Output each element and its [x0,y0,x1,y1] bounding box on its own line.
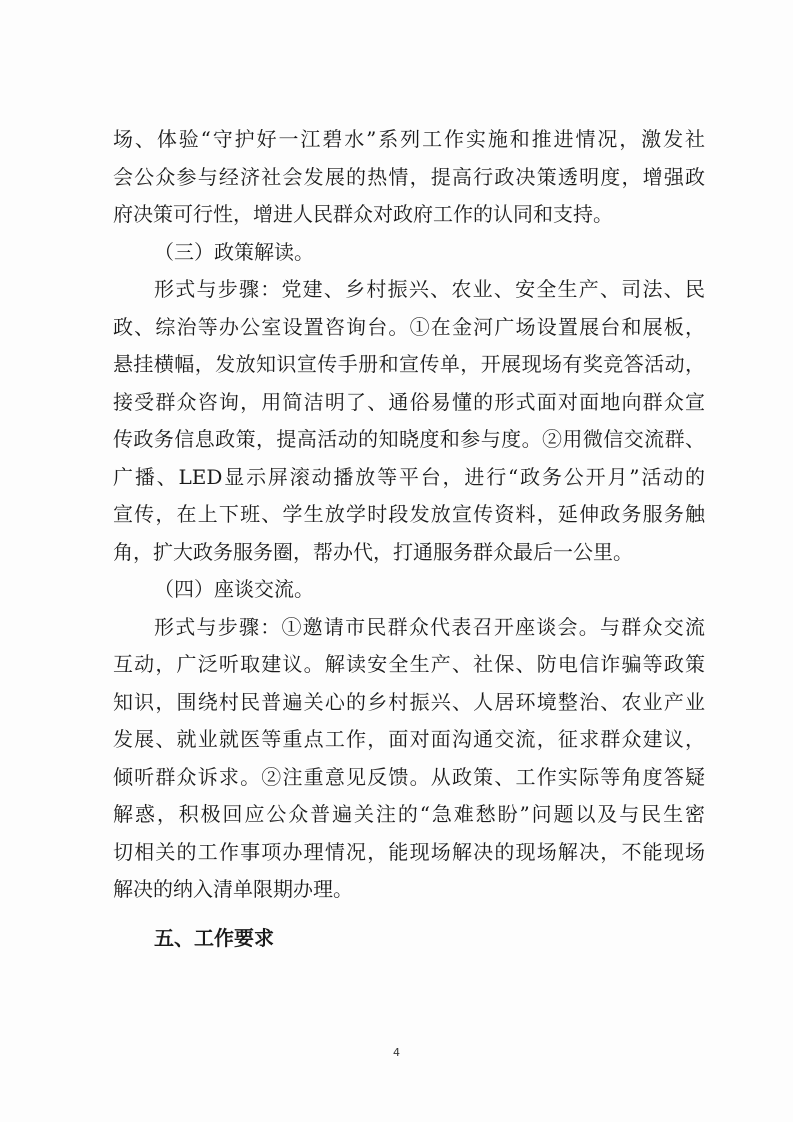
paragraph-line: 广播、LED显示屏滚动播放等平台，进行“政务公开月”活动的 [113,464,705,489]
paragraph-line: 知识，围绕村民普遍关心的乡村振兴、人居环境整治、农业产业 [113,689,705,714]
paragraph-line: 宣传，在上下班、学生放学时段发放宣传资料，延伸政务服务触 [113,502,705,526]
paragraph-line: 解惑，积极回应公众普遍关注的“急难愁盼”问题以及与民生密 [113,802,705,826]
paragraph-line: 传政务信息政策，提高活动的知晓度和参与度。②用微信交流群、 [113,427,705,451]
paragraph-line: 发展、就业就医等重点工作，面对面沟通交流，征求群众建议， [113,727,705,751]
section-heading-3: （三）政策解读。 [154,239,314,264]
paragraph-line: 政、综治等办公室设置咨询台。①在金河广场设置展台和展板， [113,314,705,339]
section-heading-4: （四）座谈交流。 [154,577,314,601]
paragraph-line: 悬挂横幅，发放知识宣传手册和宣传单，开展现场有奖竞答活动， [113,352,705,376]
paragraph-line: 形式与步骤：①邀请市民群众代表召开座谈会。与群众交流 [154,614,705,639]
paragraph-line: 角，扩大政务服务圈，帮办代，打通服务群众最后一公里。 [113,539,633,564]
document-body [113,121,705,957]
spacer [113,909,705,920]
page-number: 4 [393,1046,400,1059]
paragraph-line: 府决策可行性，增进人民群众对政府工作的认同和支持。 [113,202,613,226]
paragraph-line: 形式与步骤：党建、乡村振兴、农业、安全生产、司法、民 [154,277,705,301]
paragraph-line: 倾听群众诉求。②注重意见反馈。从政策、工作实际等角度答疑 [113,764,705,789]
paragraph-line: 互动，广泛听取建议。解读安全生产、社保、防电信诈骗等政策 [113,652,705,676]
paragraph-line: 会公众参与经济社会发展的热情，提高行政决策透明度，增强政 [113,164,705,189]
paragraph-line: 解决的纳入清单限期办理。 [113,877,353,901]
paragraph-line: 切相关的工作事项办理情况，能现场解决的现场解决，不能现场 [113,839,705,864]
paragraph-line: 接受群众咨询，用简洁明了、通俗易懂的形式面对面地向群众宣 [113,389,705,414]
paragraph-line: 场、体验“守护好一江碧水”系列工作实施和推进情况，激发社 [113,127,705,151]
section-heading-5: 五、工作要求 [154,925,274,950]
